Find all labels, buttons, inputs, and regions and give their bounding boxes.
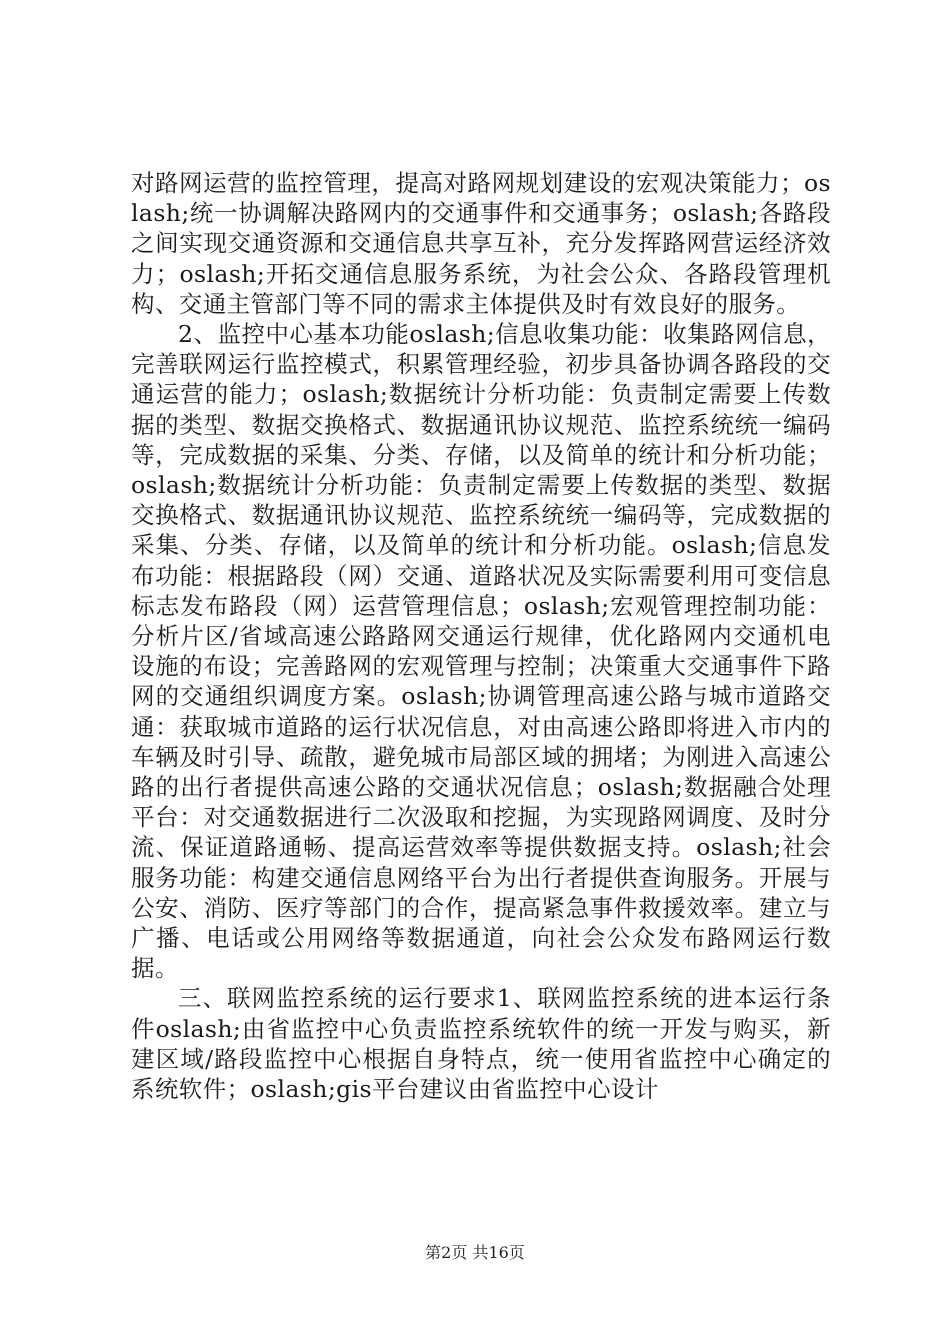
paragraph-1: 对路网运营的监控管理，提高对路网规划建设的宏观决策能力；oslash;统一协调解决路网内的交通事件和交通事务；oslash;各路段之间实现交通资源和交通信息共享互补，充分发挥路网营运经济效力；oslash;开拓交通信息服务系统，为社会公众、各路段管理机构、交通主管部门等不同的需求主体提供及时有效良好的服务。 bbox=[131, 169, 831, 318]
page-number-footer: 第2页 共16页 bbox=[425, 1243, 525, 1262]
document-body bbox=[131, 168, 831, 1104]
paragraph-3: 三、联网监控系统的运行要求1、联网监控系统的进本运行条件oslash;由省监控中心负责监控系统软件的统一开发与购买，新建区域/路段监控中心根据自身特点，统一使用省监控中心确定的系统软件；oslash;gis平台建议由省监控中心设计 bbox=[131, 984, 831, 1104]
paragraph-2: 2、监控中心基本功能oslash;信息收集功能：收集路网信息，完善联网运行监控模式，积累管理经验，初步具备协调各路段的交通运营的能力；oslash;数据统计分析功能：负责制定需要上传数据的类型、数据交换格式、数据通讯协议规范、监控系统统一编码等，完成数据的采集、分类、存储，以及简单的统计和分析功能；oslash;数据统计分析功能：负责制定需要上传数据的类型、数据交换格式、数据通讯协议规范、监控系统统一编码等，完成数据的采集、分类、存储，以及简单的统计和分析功能。oslash;信息发布功能：根据路段（网）交通、道路状况及实际需要利用可变信息标志发布路段（网）运营管理信息；oslash;宏观管理控制功能：分析片区/省域高速公路路网交通运行规律，优化路网内交通机电设施的布设；完善路网的宏观管理与控制；决策重大交通事件下路网的交通组织调度方案。oslash;协调管理高速公路与城市道路交通：获取城市道路的运行状况信息，对由高速公路即将进入市内的车辆及时引导、疏散，避免城市局部区域的拥堵；为刚进入高速公路的出行者提供高速公路的交通状况信息；oslash;数据融合处理平台：对交通数据进行二次汲取和挖掘，为实现路网调度、及时分流、保证道路通畅、提高运营效率等提供数据支持。oslash;社会服务功能：构建交通信息网络平台为出行者提供查询服务。开展与公安、消防、医疗等部门的合作，提高紧急事件救援效率。建立与广播、电话或公用网络等数据通道，向社会公众发布路网运行数据。 bbox=[131, 320, 831, 983]
